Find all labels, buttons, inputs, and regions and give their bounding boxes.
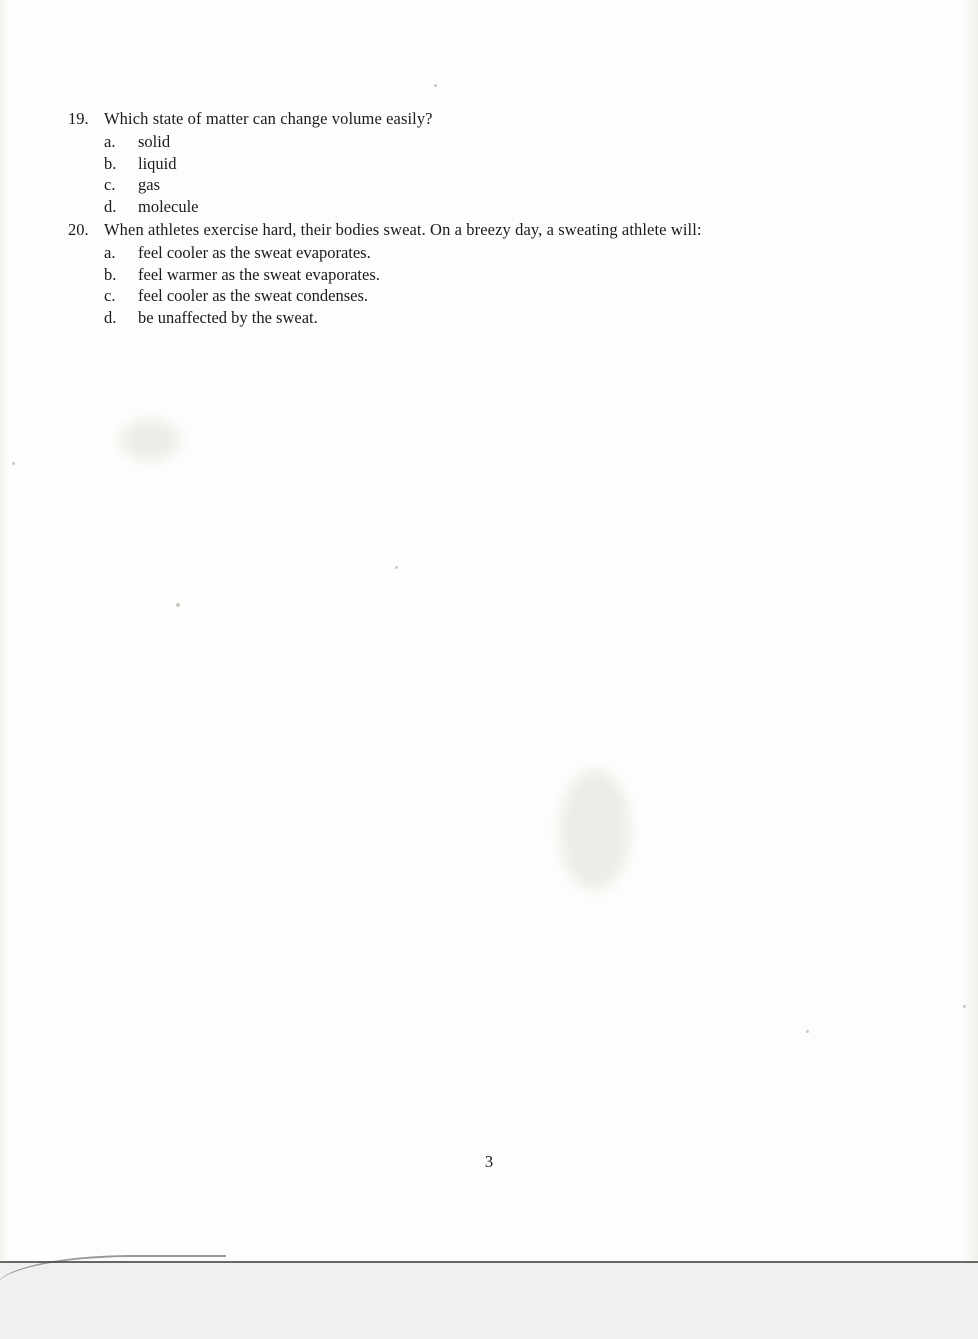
question-number: 20. xyxy=(68,220,89,239)
scan-smudge xyxy=(120,420,180,460)
scan-bottom-band xyxy=(0,1261,978,1339)
scan-smudge xyxy=(560,770,630,890)
choice-list xyxy=(68,242,768,328)
choice-text: solid xyxy=(138,132,171,151)
choice-item[interactable] xyxy=(68,307,768,329)
choice-item[interactable] xyxy=(68,153,768,175)
choice-letter: a. xyxy=(104,243,116,262)
scan-speck xyxy=(806,1030,809,1033)
question-list xyxy=(68,108,768,330)
choice-item[interactable] xyxy=(68,174,768,196)
question-20 xyxy=(68,219,768,328)
choice-item[interactable] xyxy=(68,285,768,307)
choice-item[interactable] xyxy=(68,131,768,153)
choice-text: liquid xyxy=(138,153,177,173)
question-text: Which state of matter can change volume easily? xyxy=(104,109,433,128)
scan-speck xyxy=(963,1005,966,1008)
choice-letter: d. xyxy=(104,196,117,216)
choice-item[interactable] xyxy=(68,196,768,218)
choice-item[interactable] xyxy=(68,242,768,264)
choice-letter: c. xyxy=(104,286,116,305)
choice-text: feel cooler as the sweat condenses. xyxy=(138,286,368,305)
choice-text: be unaffected by the sweat. xyxy=(138,307,318,327)
choice-letter: b. xyxy=(104,264,117,284)
choice-text: gas xyxy=(138,175,160,194)
scan-speck xyxy=(434,84,437,87)
question-stem xyxy=(68,219,768,241)
choice-item[interactable] xyxy=(68,264,768,286)
scan-bottom-corner-curve xyxy=(0,1255,226,1287)
choice-text: feel warmer as the sweat evaporates. xyxy=(138,264,380,284)
scan-bottom-edge-line xyxy=(0,1261,978,1263)
choice-letter: b. xyxy=(104,153,117,173)
choice-letter: c. xyxy=(104,175,116,194)
scan-speck xyxy=(12,462,15,465)
scan-speck xyxy=(395,566,398,569)
scan-speck xyxy=(500,1332,503,1335)
scan-edge-shadow-left xyxy=(0,0,10,1260)
choice-text: feel cooler as the sweat evaporates. xyxy=(138,243,371,262)
choice-list xyxy=(68,131,768,217)
question-number: 19. xyxy=(68,109,89,128)
choice-letter: d. xyxy=(104,307,117,327)
choice-letter: a. xyxy=(104,132,116,151)
page-number: 3 xyxy=(484,1152,494,1171)
question-stem xyxy=(68,108,768,130)
scan-edge-shadow-right xyxy=(962,0,978,1260)
question-19 xyxy=(68,108,768,217)
choice-text: molecule xyxy=(138,196,199,216)
scan-speck xyxy=(176,603,180,607)
question-text: When athletes exercise hard, their bodies sweat. On a breezy day, a sweating athlete will: xyxy=(104,220,702,239)
